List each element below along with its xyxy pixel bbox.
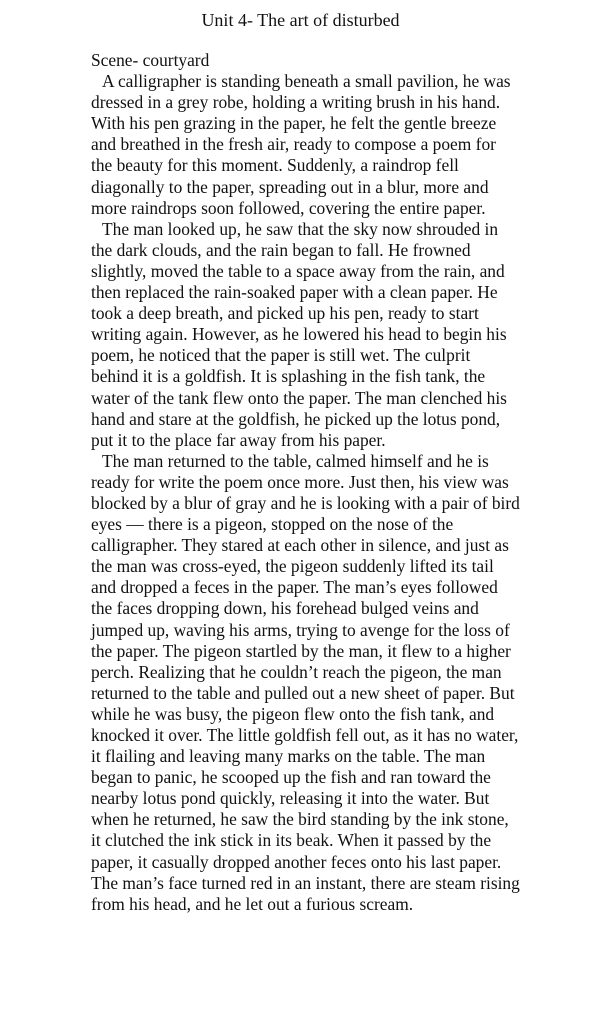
- scene-heading: Scene- courtyard: [91, 50, 210, 70]
- document-title: Unit 4- The art of disturbed: [201, 10, 400, 30]
- paragraph-3: The man returned to the table, calmed himself and he is ready for write the poem once more. Just then, his view was blocked by a blur of gray and he is looking with a pair of bird eyes — there is a pigeon, stopped on the nose of the calligrapher. They stared at each other in silence, and just as the man was cross-eyed, the pigeon suddenly lifted its tail and dropped a feces in the paper. The man’s eyes followed the faces dropping down, his forehead bulged veins and jumped up, waving his arms, trying to avenge for the loss of the paper. The pigeon startled by the man, it flew to a higher perch. Realizing that he couldn’t reach the pigeon, the man returned to the table and pulled out a new sheet of paper. But while he was busy, the pigeon flew onto the fish tank, and knocked it over. The little goldfish fell out, as it has no water, it flailing and leaving many marks on the table. The man began to panic, he scooped up the fish and ran toward the nearby lotus pond quickly, releasing it into the water. But when he returned, he saw the bird standing by the ink stone, it clutched the ink stick in its beak. When it passed by the paper, it casually dropped another feces onto his last paper. The man’s face turned red in an instant, there are steam rising from his head, and he let out a furious scream.: [91, 450, 520, 914]
- story-content: [91, 50, 521, 915]
- paragraph-2: The man looked up, he saw that the sky now shrouded in the dark clouds, and the rain began to fall. He frowned slightly, moved the table to a space away from the rain, and then replaced the rain-soaked paper with a clean paper. He took a deep breath, and picked up his pen, ready to start writing again. However, as he lowered his head to begin his poem, he noticed that the paper is still wet. The culprit behind it is a goldfish. It is splashing in the fish tank, the water of the tank flew onto the paper. The man clenched his hand and stare at the goldfish, he picked up the lotus pond, put it to the place far away from his paper.: [91, 218, 507, 450]
- paragraph-1: A calligrapher is standing beneath a small pavilion, he was dressed in a grey robe, holding a writing brush in his hand. With his pen grazing in the paper, he felt the gentle breeze and breathed in the fresh air, ready to compose a poem for the beauty for this moment. Suddenly, a raindrop fell diagonally to the paper, spreading out in a blur, more and more raindrops soon followed, covering the entire paper.: [91, 71, 511, 218]
